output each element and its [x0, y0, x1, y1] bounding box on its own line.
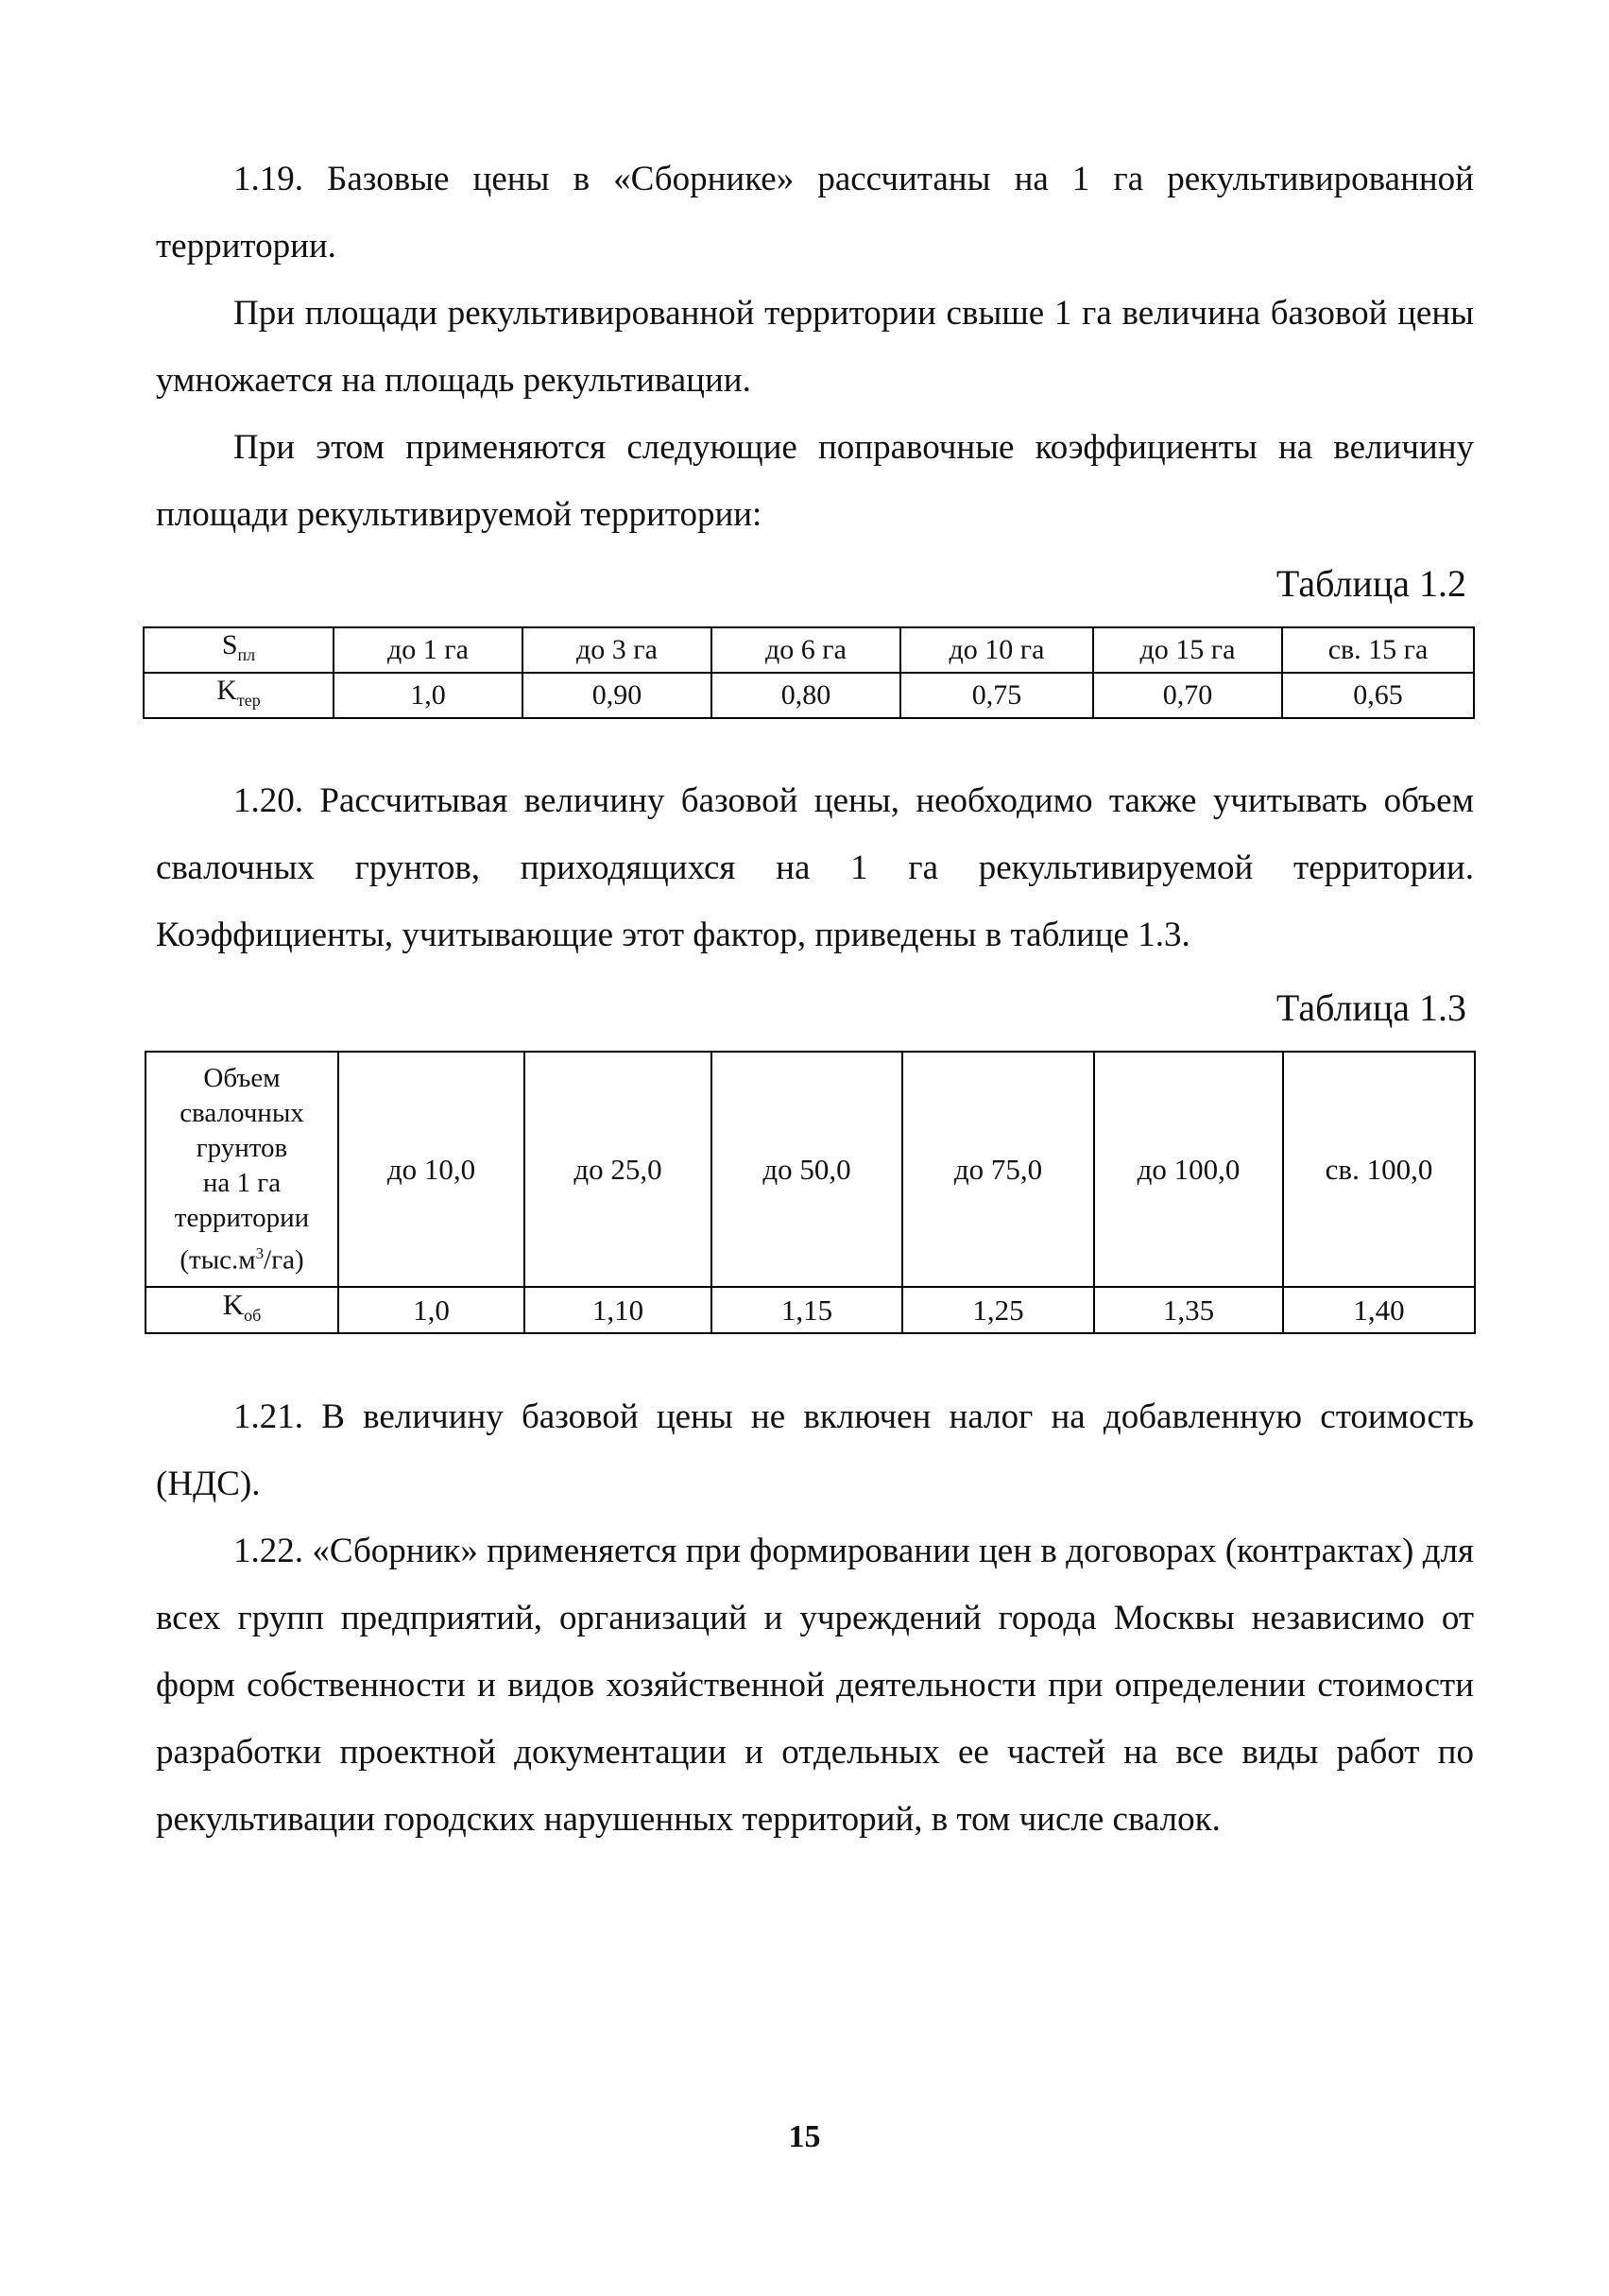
table-cell: св. 15 га: [1282, 627, 1474, 673]
table-1-2-area-label: $S_{пл}$: [144, 627, 334, 673]
table-cell: до 25,0: [524, 1052, 711, 1287]
table-1-2: [143, 626, 1475, 719]
table-row: [145, 1052, 1475, 1287]
table-cell: св. 100,0: [1283, 1052, 1475, 1287]
table-cell: до 100,0: [1094, 1052, 1283, 1287]
page-number: 15: [788, 2119, 821, 2154]
table-cell: 0,75: [900, 673, 1093, 718]
table-row: [144, 673, 1474, 718]
table-cell: 0,80: [711, 673, 900, 718]
table-cell: до 3 га: [522, 627, 711, 673]
table-cell: до 50,0: [711, 1052, 902, 1287]
table-cell: 1,10: [524, 1287, 711, 1333]
table-row: [144, 627, 1474, 673]
paragraph-correction-intro: При этом применяются следующие поправочные коэффициенты на величину площади рекультивируемой территории:: [156, 428, 1474, 534]
table-cell: 1,35: [1094, 1287, 1283, 1333]
table-cell: 1,0: [338, 1287, 524, 1333]
table-cell: 1,15: [711, 1287, 902, 1333]
table-row: [145, 1287, 1475, 1333]
table-cell: до 10 га: [900, 627, 1093, 673]
table-1-3: [145, 1051, 1476, 1334]
table-cell: 1,25: [902, 1287, 1094, 1333]
table-1-3-caption: Таблица 1.3: [1275, 986, 1466, 1029]
table-cell: 1,0: [334, 673, 522, 718]
table-cell: 0,90: [522, 673, 711, 718]
table-cell: 0,65: [1282, 673, 1474, 718]
table-cell: до 10,0: [338, 1052, 524, 1287]
table-cell: 1,40: [1283, 1287, 1475, 1333]
table-1-3-volume-label: Объем свалочных грунтов на 1 га территории $(тыс.м^3/га)$: [145, 1052, 338, 1287]
table-cell: до 15 га: [1093, 627, 1282, 673]
paragraph-1-20: 1.20. Рассчитывая величину базовой цены, необходимо также учитывать объем свалочных грунтов, приходящихся на 1 га рекультивируемой территории. Коэффициенты, учитывающие этот фактор, приведены в таблице 1.3.: [156, 781, 1474, 954]
paragraph-1-19: 1.19. Базовые цены в «Сборнике» рассчитаны на 1 га рекультивированной территории.: [156, 160, 1474, 266]
table-cell: до 75,0: [902, 1052, 1094, 1287]
table-1-2-coef-label: $K_{тер}$: [144, 673, 334, 718]
table-cell: 0,70: [1093, 673, 1282, 718]
table-1-2-caption: Таблица 1.2: [1275, 562, 1466, 605]
paragraph-1-21: 1.21. В величину базовой цены не включен налог на добавленную стоимость (НДС).: [156, 1397, 1474, 1503]
table-1-3-coef-label: $K_{об}$: [145, 1287, 338, 1333]
table-cell: до 1 га: [334, 627, 522, 673]
paragraph-1-22: 1.22. «Сборник» применяется при формировании цен в договорах (контрактах) для всех групп предприятий, организаций и учреждений города Москвы независимо от форм собственности и видов хозяйственной деятельности при определении стоимости разработки проектной документации и отдельных ее частей на все виды работ по рекультивации городских нарушенных территорий, в том числе свалок.: [156, 1532, 1474, 1839]
paragraph-area-multiplier: При площади рекультивированной территории свыше 1 га величина базовой цены умножается на площадь рекультивации.: [156, 294, 1474, 400]
table-cell: до 6 га: [711, 627, 900, 673]
